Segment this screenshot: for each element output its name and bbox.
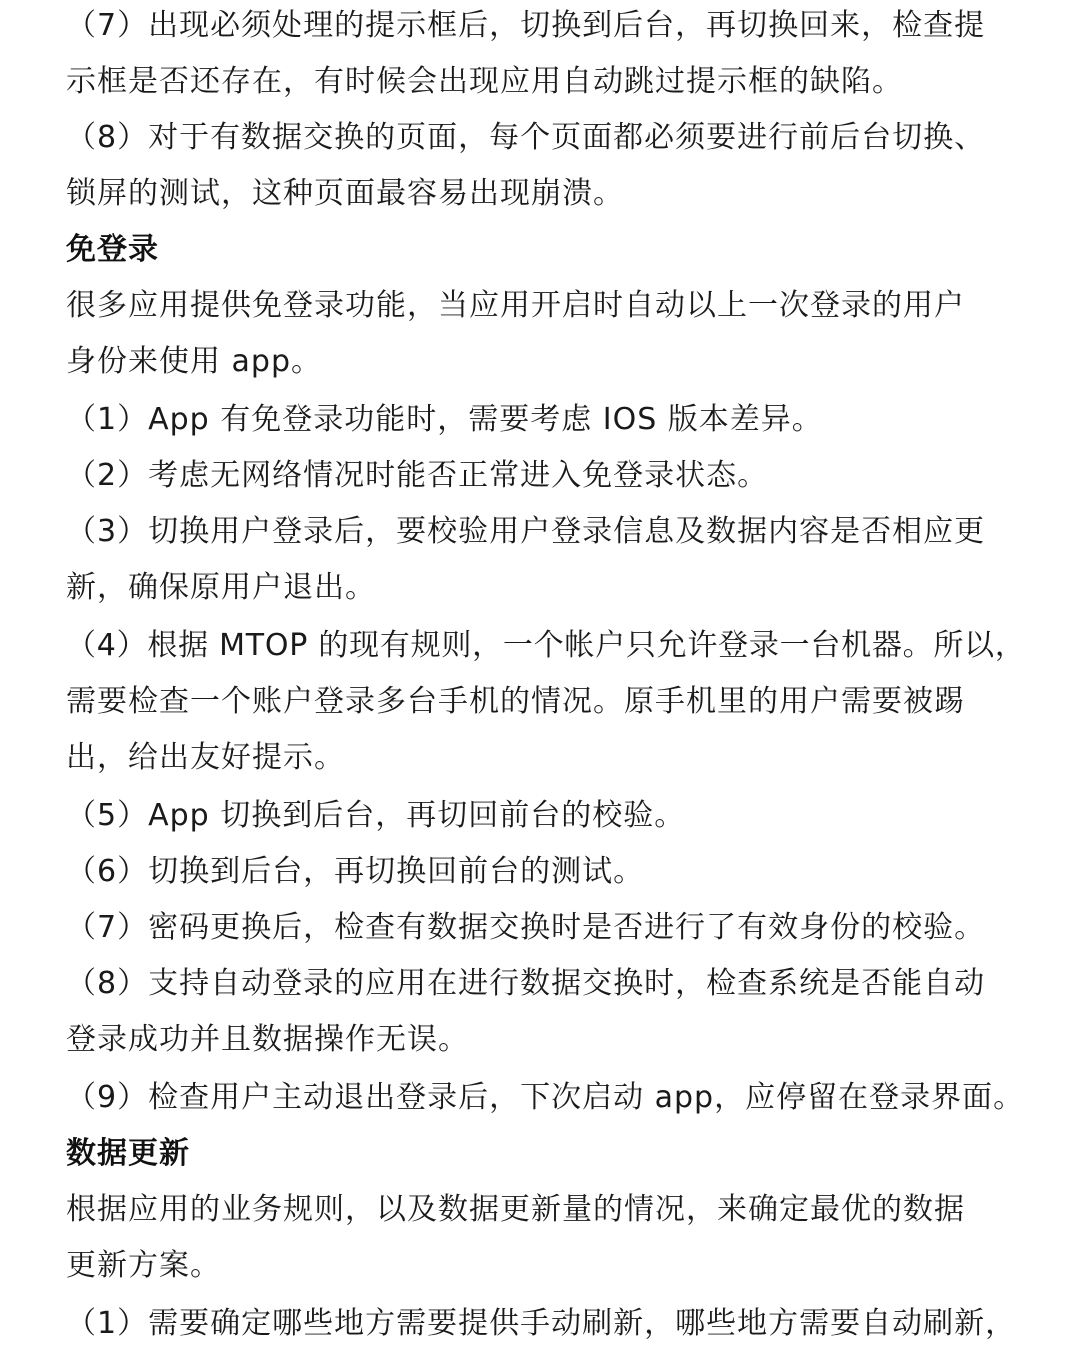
paragraph-line: 需要检查一个账户登录多台手机的情况。原手机里的用户需要被踢 bbox=[66, 684, 965, 719]
list-item: （1）App 有免登录功能时，需要考虑 IOS 版本差异。 bbox=[66, 402, 823, 437]
list-item: （6）切换到后台，再切换回前台的测试。 bbox=[66, 854, 645, 889]
list-item: （5）App 切换到后台，再切回前台的校验。 bbox=[66, 798, 686, 833]
list-item: （3）切换用户登录后，要校验用户登录信息及数据内容是否相应更 bbox=[66, 514, 986, 549]
list-item: （9）检查用户主动退出登录后，下次启动 app，应停留在登录界面。 bbox=[66, 1080, 1025, 1115]
list-item: （4）根据 MTOP 的现有规则，一个帐户只允许登录一台机器。所以， bbox=[66, 628, 1026, 663]
list-item: （1）需要确定哪些地方需要提供手动刷新，哪些地方需要自动刷新， bbox=[66, 1306, 1017, 1341]
list-item: （8）支持自动登录的应用在进行数据交换时，检查系统是否能自动 bbox=[66, 966, 986, 1001]
paragraph-line: 新，确保原用户退出。 bbox=[66, 570, 376, 605]
section-heading-data-update: 数据更新 bbox=[66, 1136, 190, 1171]
paragraph-line: （8）对于有数据交换的页面，每个页面都必须要进行前后台切换、 bbox=[66, 120, 986, 155]
paragraph-line: 示框是否还存在，有时候会出现应用自动跳过提示框的缺陷。 bbox=[66, 64, 903, 99]
paragraph-line: 出，给出友好提示。 bbox=[66, 740, 345, 775]
list-item: （2）考虑无网络情况时能否正常进入免登录状态。 bbox=[66, 458, 769, 493]
paragraph-line: 很多应用提供免登录功能，当应用开启时自动以上一次登录的用户 bbox=[66, 288, 965, 323]
paragraph-line: 根据应用的业务规则，以及数据更新量的情况，来确定最优的数据 bbox=[66, 1192, 965, 1227]
paragraph-line: （7）出现必须处理的提示框后，切换到后台，再切换回来，检查提 bbox=[66, 8, 986, 43]
paragraph-line: 锁屏的测试，这种页面最容易出现崩溃。 bbox=[66, 176, 624, 211]
list-item: （7）密码更换后，检查有数据交换时是否进行了有效身份的校验。 bbox=[66, 910, 986, 945]
paragraph-line: 更新方案。 bbox=[66, 1248, 221, 1283]
section-heading-auto-login: 免登录 bbox=[66, 232, 159, 267]
paragraph-line: 身份来使用 app。 bbox=[66, 344, 323, 379]
paragraph-line: 登录成功并且数据操作无误。 bbox=[66, 1022, 469, 1057]
